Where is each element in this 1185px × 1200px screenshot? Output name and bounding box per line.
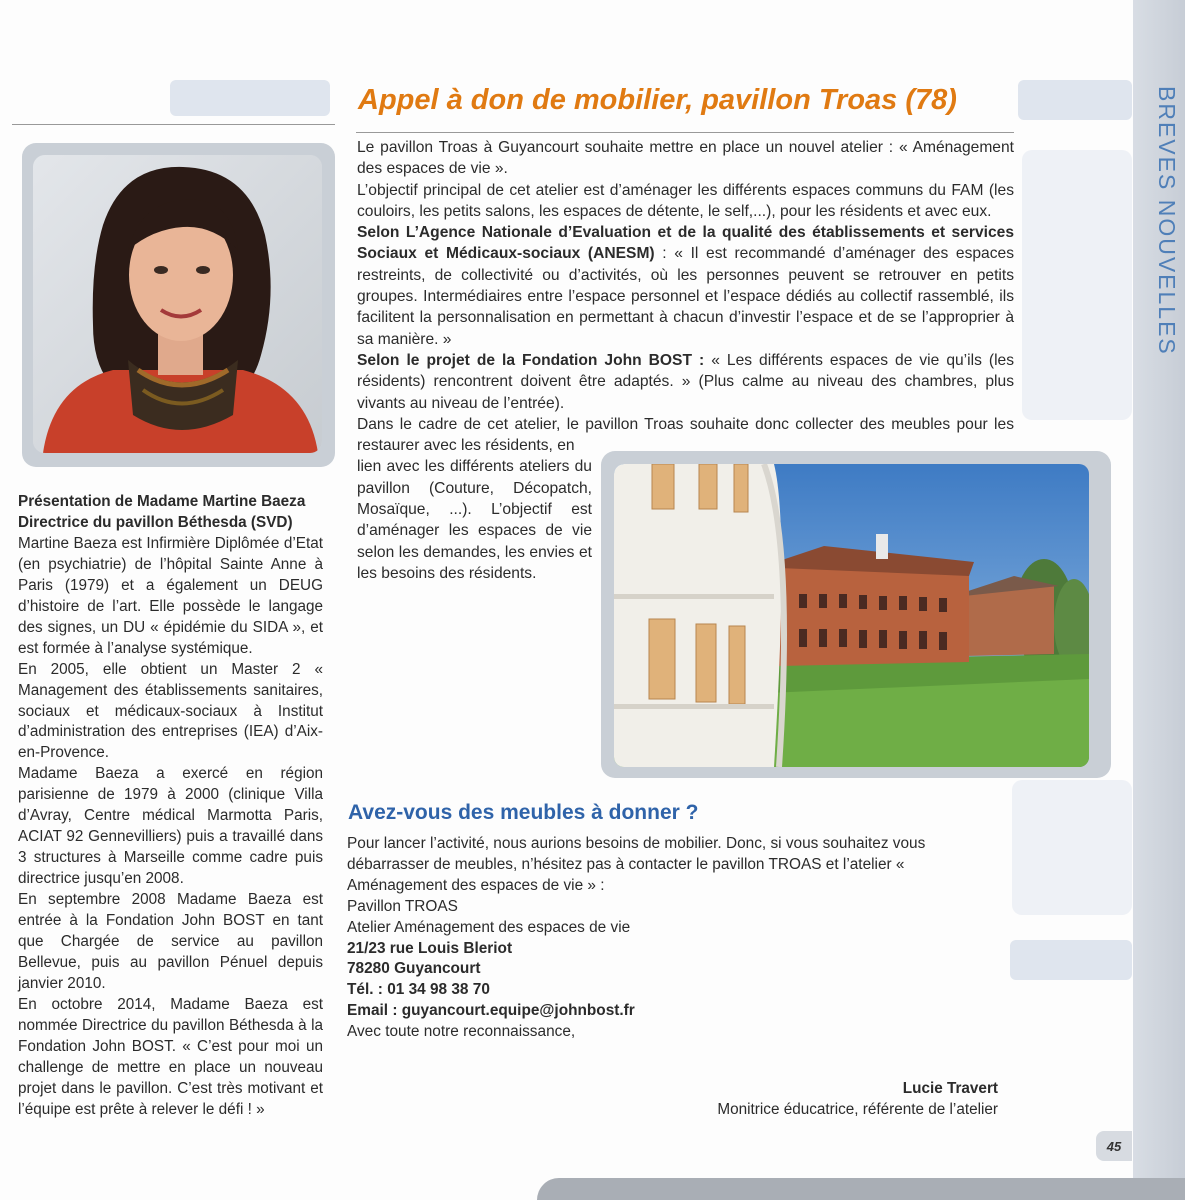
contact-email: Email : guyancourt.equipe@johnbost.fr <box>347 1002 635 1020</box>
pavilion-building-illustration <box>614 464 1089 767</box>
background-panel <box>1022 150 1132 420</box>
contact-city: 78280 Guyancourt <box>347 960 481 978</box>
anesm-quote: : « Il est recommandé d’aménager des espaces restreints, de collectivité ou d’activités, où les personnes peuvent se retrouver en petits groupes. Intermédiaires entre l’espace personnel et l’espace dédiés au collectif rassemblé, ils facilitent la personnalisation en permettant à chacun d’investir l’espace et de se l’approprier à sa manière. » <box>357 245 1014 348</box>
author-name: Lucie Travert <box>902 1080 998 1097</box>
cadre-paragraph: Dans le cadre de cet atelier, le pavillon Troas souhaite donc collecter des meubles pour les restaurer avec les résidents, en <box>357 415 1014 455</box>
donation-title: Avez-vous des meubles à donner ? <box>348 801 699 824</box>
anesm-label: Selon L’Agence Nationale d’Evaluation et de la qualité des établissements et services Sociaux et Médicaux-sociaux (ANESM) <box>357 224 1014 263</box>
article-intro: Le pavillon Troas à Guyancourt souhaite mettre en place un nouvel atelier : « Aménagement des espaces de vie ». <box>357 139 1014 178</box>
fondation-quote: « Les différents espaces de vie qu’ils (les résidents) rencontrent doivent être adaptés. » (Plus calme au niveau des chambres, plus vivants au niveau de l’entrée). <box>357 351 1015 412</box>
background-panel-header <box>1010 940 1132 980</box>
contact-phone: Tél. : 01 34 98 38 70 <box>347 981 490 999</box>
contact-place: Pavillon TROAS <box>347 897 458 915</box>
profile-paragraph: Martine Baeza est Infirmière Diplômée d’Etat (en psychiatrie) de l’hôpital Sainte Anne à Paris (1979) et a également un DEUG d’histoire de l’art. Elle possède le langage des signes, un DU « épidémie du SIDA », et est formée à l’analyse systémique. <box>18 534 323 657</box>
background-panel-header <box>170 80 330 116</box>
background-panel-header <box>1018 80 1132 120</box>
donation-body <box>347 834 1007 1043</box>
profile-column <box>18 492 323 1121</box>
building-photo <box>614 464 1089 767</box>
profile-paragraph: En 2005, elle obtient un Master 2 « Management des établissements sanitaires, sociaux et médicaux-sociaux à Institut d’administration des entreprises (IEA) d’Aix-en-Provence. <box>18 660 323 762</box>
contact-street: 21/23 rue Louis Bleriot <box>347 939 513 957</box>
contact-workshop: Atelier Aménagement des espaces de vie <box>347 918 631 936</box>
anesm-paragraph <box>357 222 1014 350</box>
fondation-label: Selon le projet de la Fondation John BOST : <box>357 351 705 369</box>
profile-subheading: Directrice du pavillon Béthesda (SVD) <box>18 513 293 531</box>
title-divider <box>356 132 1014 133</box>
thanks-line: Avec toute notre reconnaissance, <box>347 1023 576 1041</box>
profile-paragraph: Madame Baeza a exercé en région parisienne de 1979 à 2000 (clinique Villa d’Avray, Centre médical Marmotta Paris, ACIAT 92 Gennevilliers) puis a travaillé dans 3 structures à Marseille comme cadre puis directrice jusqu’en 2008. <box>18 765 323 888</box>
page-number: 45 <box>1096 1131 1132 1161</box>
woman-portrait-illustration <box>33 155 322 453</box>
fondation-paragraph <box>357 350 1014 414</box>
author-role: Monitrice éducatrice, référente de l’atelier <box>717 1101 998 1118</box>
profile-paragraph: En octobre 2014, Madame Baeza est nommée Directrice du pavillon Béthesda à la Fondation John BOST. « C’est pour moi un challenge de mettre en place un nouveau projet dans le pavillon. C’est très motivant et l’équipe est prête à relever le défi ! » <box>18 995 323 1118</box>
article-objective: L’objectif principal de cet atelier est d’aménager les différents espaces communs du FAM (les couloirs, les petits salons, les espaces de détente, le self,...), pour les résidents et avec eux. <box>357 181 1014 220</box>
article-title: Appel à don de mobilier, pavillon Troas (78) <box>358 84 957 116</box>
donation-text: Pour lancer l’activité, nous aurions besoins de mobilier. Donc, si vous souhaitez vous débarrasser de meubles, n’hésitez pas à contacter le pavillon TROAS et l’atelier « Aménagement des espaces de vie » : <box>347 835 926 894</box>
portrait-photo <box>33 155 322 453</box>
section-title: BREVES NOUVELLES <box>1154 86 1180 356</box>
bottom-band <box>537 1178 1185 1200</box>
divider <box>12 124 335 125</box>
cadre-paragraph-continued: lien avec les différents ateliers du pavillon (Couture, Décopatch, Mosaïque, ...). L’objectif est d’aménager les espaces de vie selon les demandes, les envies et les besoins des résidents. <box>357 458 592 582</box>
signature-block <box>717 1078 998 1120</box>
background-panel <box>1012 780 1132 915</box>
profile-paragraph: En septembre 2008 Madame Baeza est entrée à la Fondation John BOST en tant que Chargée de service au pavillon Bellevue, puis au pavillon Pénuel depuis janvier 2010. <box>18 891 323 992</box>
profile-heading: Présentation de Madame Martine Baeza <box>18 493 306 510</box>
